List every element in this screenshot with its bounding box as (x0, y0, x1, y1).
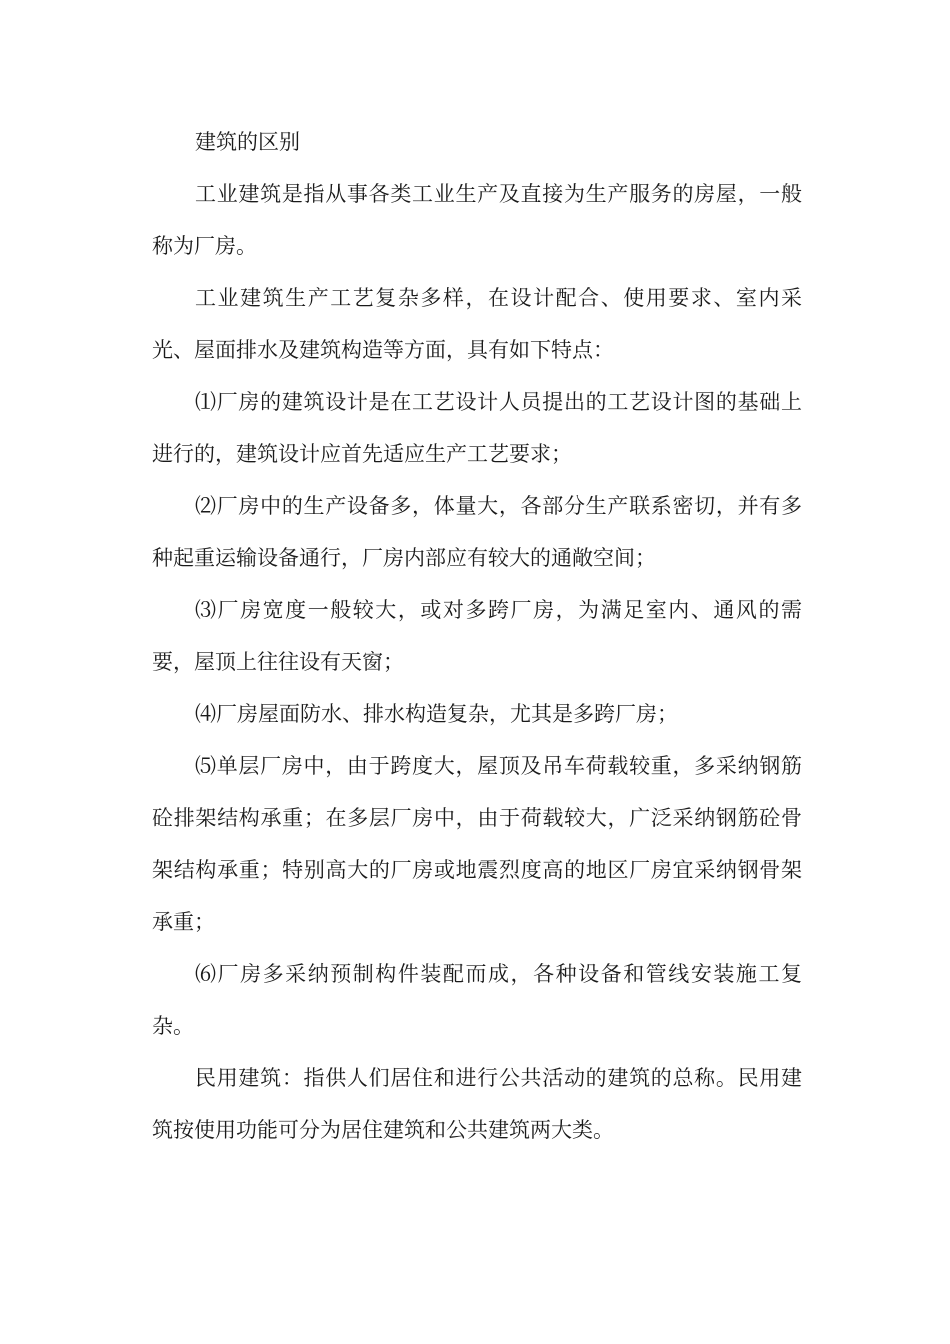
paragraph-industrial-features-intro: 工业建筑生产工艺复杂多样，在设计配合、使用要求、室内采光、屋面排水及建筑构造等方面，具有如下特点： (152, 286, 802, 362)
list-item-feature-3: ⑶厂房宽度一般较大，或对多跨厂房，为满足室内、通风的需要，屋顶上往往设有天窗； (152, 598, 802, 674)
list-item-feature-4: ⑷厂房屋面防水、排水构造复杂，尤其是多跨厂房； (195, 702, 678, 726)
list-item-feature-6: ⑹厂房多采纳预制构件装配而成，各种设备和管线安装施工复杂。 (152, 962, 802, 1038)
paragraph-industrial-definition: 工业建筑是指从事各类工业生产及直接为生产服务的房屋，一般称为厂房。 (152, 182, 802, 258)
list-item-feature-1: ⑴厂房的建筑设计是在工艺设计人员提出的工艺设计图的基础上进行的，建筑设计应首先适应生产工艺要求； (152, 390, 802, 466)
paragraph-civil-definition: 民用建筑：指供人们居住和进行公共活动的建筑的总称。民用建筑按使用功能可分为居住建筑和公共建筑两大类。 (152, 1066, 802, 1142)
list-item-feature-5: ⑸单层厂房中，由于跨度大，屋顶及吊车荷载较重，多采纳钢筋砼排架结构承重；在多层厂房中，由于荷载较大，广泛采纳钢筋砼骨架结构承重；特别高大的厂房或地震烈度高的地区厂房宜采纳钢骨架承重； (152, 754, 802, 934)
list-item-feature-2: ⑵厂房中的生产设备多，体量大，各部分生产联系密切，并有多种起重运输设备通行，厂房内部应有较大的通敞空间； (152, 494, 802, 570)
section-title: 建筑的区别 (195, 130, 300, 154)
document-body (152, 116, 802, 1156)
